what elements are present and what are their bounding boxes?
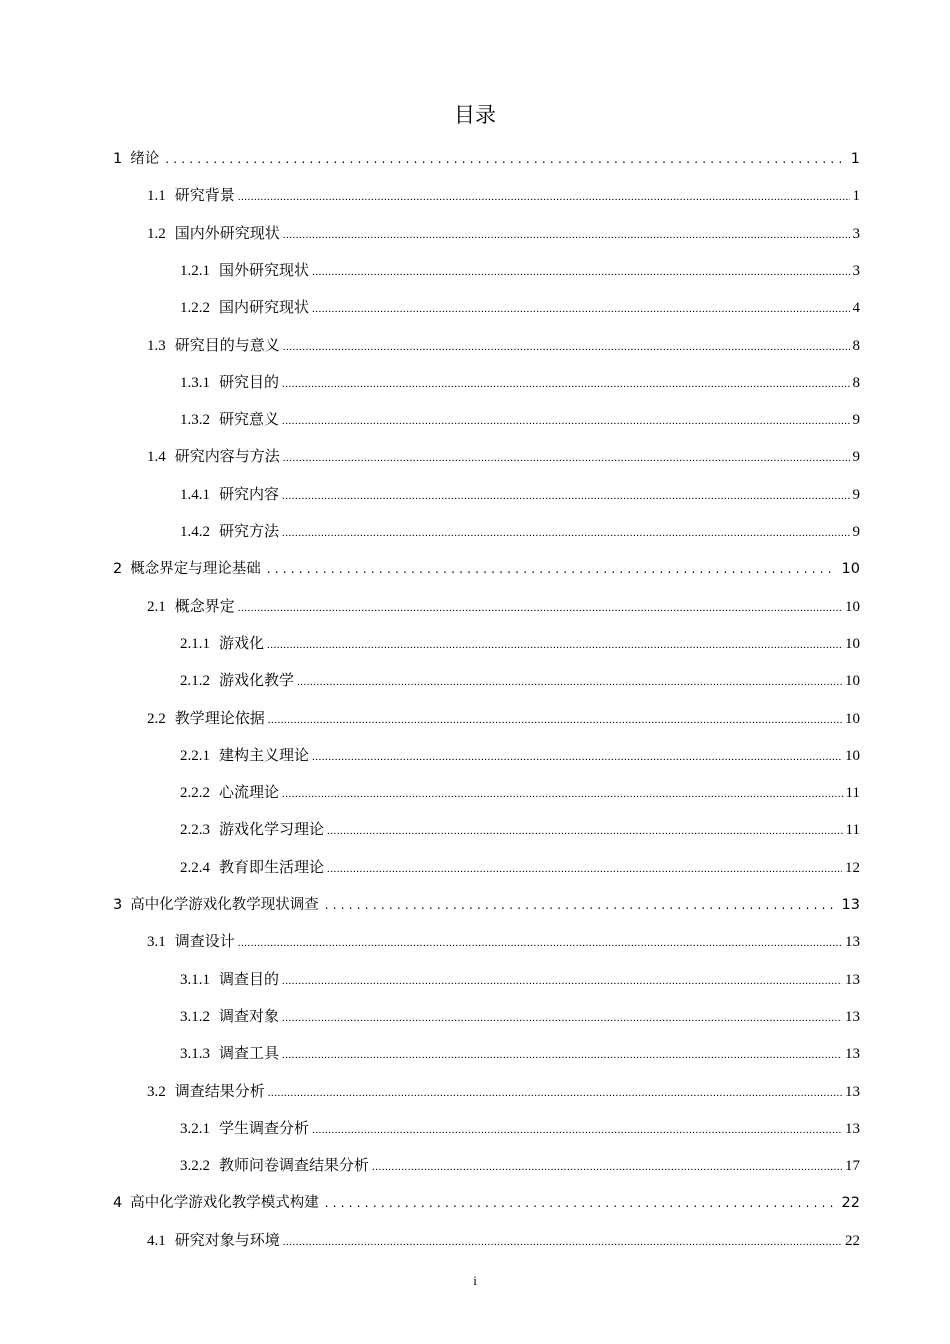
toc-entry-page: 10 bbox=[845, 598, 860, 615]
toc-entry-page: 9 bbox=[852, 449, 860, 466]
toc-entry-number: 1 bbox=[113, 151, 123, 167]
toc-entry-title: 研究目的与意义 bbox=[174, 337, 280, 354]
toc-entry-title: 教学理论依据 bbox=[174, 710, 265, 727]
toc-entry-page: 8 bbox=[852, 374, 860, 391]
toc-entry-title: 建构主义理论 bbox=[219, 747, 310, 764]
dot-leader bbox=[238, 184, 850, 210]
toc-entry-title: 高中化学游戏化教学现状调查 bbox=[130, 897, 319, 913]
toc-entry-title: 教师问卷调查结果分析 bbox=[219, 1158, 370, 1175]
toc-entry-title: 游戏化教学 bbox=[219, 673, 295, 690]
toc-entry-number: 2.1.1 bbox=[180, 635, 210, 652]
toc-entry-number: 1.1 bbox=[147, 188, 166, 205]
toc-entry-number: 3.2.2 bbox=[180, 1158, 210, 1175]
dot-leader bbox=[325, 892, 836, 918]
toc-entry-page: 9 bbox=[852, 524, 860, 540]
dot-leader bbox=[282, 371, 849, 397]
toc-entry-number: 1.3.1 bbox=[180, 374, 210, 391]
toc-entry-number: 2.2.1 bbox=[180, 747, 210, 764]
dot-leader bbox=[297, 669, 842, 695]
toc-entry[interactable] bbox=[147, 929, 860, 955]
toc-entry-number: 1.2.1 bbox=[180, 262, 210, 279]
toc-entry[interactable] bbox=[180, 743, 860, 769]
dot-leader bbox=[312, 1117, 842, 1143]
toc-entry-title: 教育即生活理论 bbox=[219, 859, 325, 876]
toc-entry[interactable] bbox=[180, 258, 860, 284]
toc-entry-page: 17 bbox=[845, 1158, 860, 1175]
toc-entry-number: 3.1.3 bbox=[180, 1046, 210, 1063]
toc-entry[interactable] bbox=[180, 407, 860, 433]
toc-entry-page: 9 bbox=[852, 412, 860, 429]
toc-entry-number: 4 bbox=[113, 1195, 123, 1212]
toc-entry-title: 调查目的 bbox=[219, 971, 280, 988]
toc-entry-title: 调查对象 bbox=[219, 1008, 280, 1025]
toc-entry-title: 国内外研究现状 bbox=[174, 225, 280, 242]
toc-entry-number: 3.1.2 bbox=[180, 1008, 210, 1025]
dot-leader bbox=[268, 1080, 842, 1106]
dot-leader bbox=[282, 968, 842, 994]
toc-entry-number: 3.2 bbox=[147, 1083, 166, 1100]
toc-entry-page: 4 bbox=[852, 300, 860, 317]
toc-entry-page: 1 bbox=[852, 188, 860, 205]
toc-entry-number: 3.1.1 bbox=[180, 971, 210, 988]
toc-entry-page: 11 bbox=[845, 822, 860, 839]
dot-leader bbox=[283, 1229, 842, 1255]
toc-entry[interactable] bbox=[180, 1004, 860, 1030]
toc-entry[interactable] bbox=[180, 1041, 860, 1067]
toc-entry-page: 10 bbox=[845, 710, 860, 727]
toc-entry-page: 13 bbox=[841, 897, 860, 913]
toc-entry[interactable] bbox=[180, 631, 860, 657]
toc-entry-number: 2.2 bbox=[147, 710, 166, 727]
toc-entry-page: 13 bbox=[845, 1046, 860, 1063]
toc-entry-title: 学生调查分析 bbox=[219, 1120, 310, 1137]
toc-entry[interactable] bbox=[113, 146, 860, 172]
toc-entry[interactable] bbox=[113, 556, 860, 582]
toc-entry-title: 绪论 bbox=[130, 151, 160, 167]
toc-entry-page: 10 bbox=[845, 635, 860, 652]
toc-entry-page: 1 bbox=[850, 151, 860, 167]
dot-leader bbox=[312, 259, 849, 285]
dot-leader bbox=[268, 707, 842, 733]
toc-entry-title: 心流理论 bbox=[219, 785, 280, 802]
toc-entry-number: 3.1 bbox=[147, 934, 166, 951]
toc-entry[interactable] bbox=[180, 668, 860, 694]
toc-entry-title: 游戏化学习理论 bbox=[219, 822, 325, 839]
dot-leader bbox=[312, 744, 842, 770]
dot-leader bbox=[372, 1154, 842, 1180]
toc-entry-title: 研究内容与方法 bbox=[174, 449, 280, 466]
dot-leader bbox=[283, 222, 850, 248]
dot-leader bbox=[238, 930, 842, 956]
dot-leader bbox=[282, 781, 843, 807]
toc-entry-number: 2 bbox=[113, 561, 123, 578]
toc-entry[interactable] bbox=[147, 444, 860, 470]
toc-entry-page: 8 bbox=[852, 337, 860, 354]
toc-entry[interactable] bbox=[147, 1079, 860, 1105]
toc-entry-page: 22 bbox=[845, 1232, 860, 1249]
toc-entry-title: 研究目的 bbox=[219, 374, 280, 391]
toc-entry-page: 9 bbox=[852, 486, 860, 503]
toc-entry-number: 2.1.2 bbox=[180, 673, 210, 690]
page-number: i bbox=[473, 1273, 477, 1288]
toc-entry-page: 13 bbox=[845, 1008, 860, 1025]
toc-entry-page: 10 bbox=[841, 561, 860, 578]
dot-leader bbox=[282, 408, 849, 434]
dot-leader bbox=[282, 1005, 842, 1031]
toc-entry-title: 研究意义 bbox=[219, 412, 280, 429]
toc-entry[interactable] bbox=[180, 370, 860, 396]
toc-entry-title: 调查结果分析 bbox=[174, 1083, 265, 1100]
toc-entry-number: 1.4.1 bbox=[180, 486, 210, 503]
toc-entry-number: 4.1 bbox=[147, 1232, 166, 1249]
toc-entry-page: 3 bbox=[852, 262, 860, 279]
toc-entry[interactable] bbox=[147, 333, 860, 359]
toc-entry[interactable] bbox=[180, 1153, 860, 1179]
toc-entry[interactable] bbox=[147, 183, 860, 209]
toc-entry-title: 高中化学游戏化教学模式构建 bbox=[130, 1195, 319, 1212]
toc-entry[interactable] bbox=[147, 1228, 860, 1254]
dot-leader bbox=[283, 445, 850, 471]
toc-entry-number: 1.4 bbox=[147, 449, 166, 466]
toc-entry-number: 3 bbox=[113, 897, 123, 913]
dot-leader bbox=[238, 595, 842, 621]
toc-entry-number: 1.3 bbox=[147, 337, 166, 354]
toc-entry-number: 1.4.2 bbox=[180, 524, 210, 540]
toc-entry-page: 10 bbox=[845, 747, 860, 764]
toc-entry[interactable] bbox=[180, 295, 860, 321]
toc-entry[interactable] bbox=[180, 780, 860, 806]
toc-entry-number: 2.2.2 bbox=[180, 785, 210, 802]
toc-entry[interactable] bbox=[180, 967, 860, 993]
dot-leader bbox=[282, 483, 849, 509]
toc-entry[interactable] bbox=[180, 482, 860, 508]
toc-entry-title: 研究背景 bbox=[174, 188, 235, 205]
toc-entry-title: 调查设计 bbox=[174, 934, 235, 951]
dot-leader bbox=[282, 1042, 842, 1068]
toc-entry-page: 13 bbox=[845, 1083, 860, 1100]
toc-entry-title: 研究方法 bbox=[219, 524, 280, 540]
page-title: 目录 bbox=[454, 103, 496, 127]
toc-entry[interactable] bbox=[113, 1190, 860, 1216]
dot-leader bbox=[325, 1190, 836, 1216]
toc-entry-number: 3.2.1 bbox=[180, 1120, 210, 1137]
dot-leader bbox=[282, 520, 849, 546]
dot-leader bbox=[327, 856, 842, 882]
dot-leader bbox=[165, 146, 845, 172]
toc-entry-title: 概念界定与理论基础 bbox=[130, 561, 261, 578]
toc-entry[interactable] bbox=[147, 221, 860, 247]
dot-leader bbox=[267, 632, 842, 658]
toc-entry[interactable] bbox=[180, 817, 860, 843]
toc-entry-title: 国内研究现状 bbox=[219, 300, 310, 317]
toc-entry-title: 研究对象与环境 bbox=[174, 1232, 280, 1249]
toc-entry-page: 13 bbox=[845, 971, 860, 988]
toc-entry-title: 研究内容 bbox=[219, 486, 280, 503]
toc-entry-page: 12 bbox=[845, 859, 860, 876]
toc-entry[interactable] bbox=[180, 519, 860, 545]
toc-entry[interactable] bbox=[147, 706, 860, 732]
toc-entry-page: 13 bbox=[845, 934, 860, 951]
dot-leader bbox=[327, 818, 843, 844]
dot-leader bbox=[312, 296, 849, 322]
toc-entry[interactable] bbox=[180, 1116, 860, 1142]
toc-entry-page: 22 bbox=[841, 1195, 860, 1212]
toc-entry-title: 概念界定 bbox=[174, 598, 235, 615]
toc-entry-number: 1.2.2 bbox=[180, 300, 210, 317]
toc-entry-page: 3 bbox=[852, 225, 860, 242]
toc-entry[interactable] bbox=[147, 594, 860, 620]
toc-entry-number: 2.1 bbox=[147, 598, 166, 615]
toc-entry-title: 游戏化 bbox=[219, 635, 265, 652]
toc-entry-page: 13 bbox=[845, 1120, 860, 1137]
toc-entry-page: 11 bbox=[845, 785, 860, 802]
toc-entry-title: 调查工具 bbox=[219, 1046, 280, 1063]
toc-entry[interactable] bbox=[113, 892, 860, 918]
toc-entry-number: 2.2.4 bbox=[180, 859, 210, 876]
toc-entry-number: 1.2 bbox=[147, 225, 166, 242]
toc-entry-number: 1.3.2 bbox=[180, 412, 210, 429]
toc-entry-number: 2.2.3 bbox=[180, 822, 210, 839]
dot-leader bbox=[267, 556, 836, 582]
toc-entry[interactable] bbox=[180, 855, 860, 881]
toc-entry-page: 10 bbox=[845, 673, 860, 690]
dot-leader bbox=[283, 334, 850, 360]
toc-entry-title: 国外研究现状 bbox=[219, 262, 310, 279]
